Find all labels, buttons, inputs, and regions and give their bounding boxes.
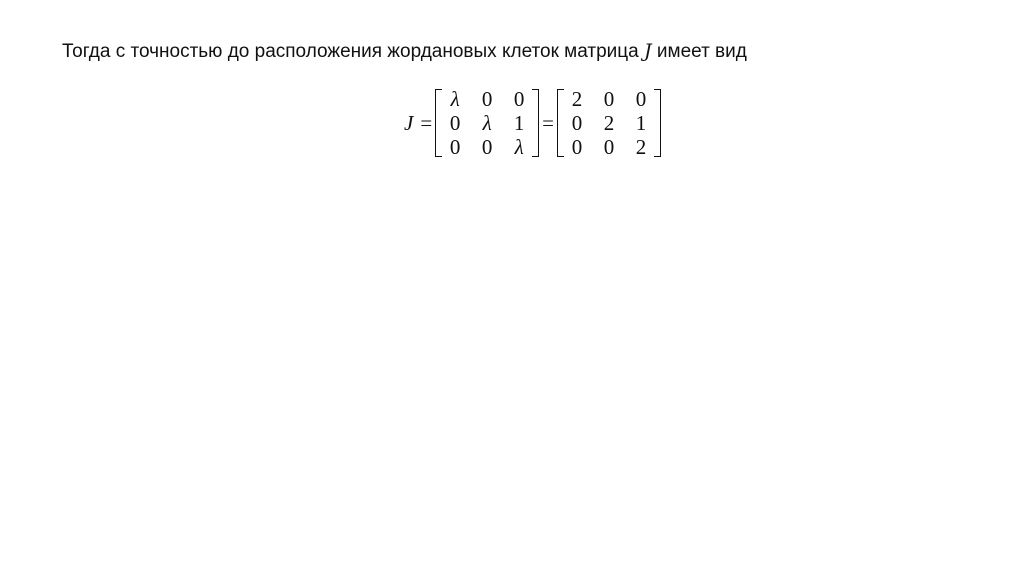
matrix-cell: λ — [514, 134, 524, 159]
matrix-cell: 2 — [571, 86, 583, 111]
matrix-cell: 0 — [635, 86, 647, 111]
matrix-cell: 0 — [603, 86, 615, 111]
matrix-cell: 0 — [481, 134, 493, 159]
matrix-variable: J — [643, 40, 652, 62]
numeric-matrix — [557, 87, 661, 159]
jordan-form-equation — [404, 86, 661, 160]
equation-lhs: J — [404, 110, 414, 135]
matrix-cell: 0 — [449, 110, 461, 135]
matrix-cell: 2 — [635, 134, 647, 159]
equals-sign-1: = — [420, 110, 433, 135]
intro-text-start: Тогда с точностью до расположения жордановых клеток матрица — [62, 41, 644, 62]
intro-sentence — [62, 38, 747, 65]
matrix-cell: 0 — [571, 134, 583, 159]
equals-sign-2: = — [542, 110, 555, 135]
matrix-cell: 0 — [513, 86, 525, 111]
matrix-cell: 0 — [571, 110, 583, 135]
matrix-cell: 0 — [603, 134, 615, 159]
symbolic-matrix — [435, 87, 539, 159]
matrix-cell: 2 — [603, 110, 615, 135]
matrix-cell: λ — [450, 86, 460, 111]
matrix-cell: 0 — [449, 134, 461, 159]
intro-text-end: имеет вид — [651, 41, 747, 62]
matrix-cell: 1 — [635, 110, 647, 135]
matrix-cell: 1 — [513, 110, 525, 135]
matrix-cell: 0 — [481, 86, 493, 111]
matrix-cell: λ — [482, 110, 492, 135]
